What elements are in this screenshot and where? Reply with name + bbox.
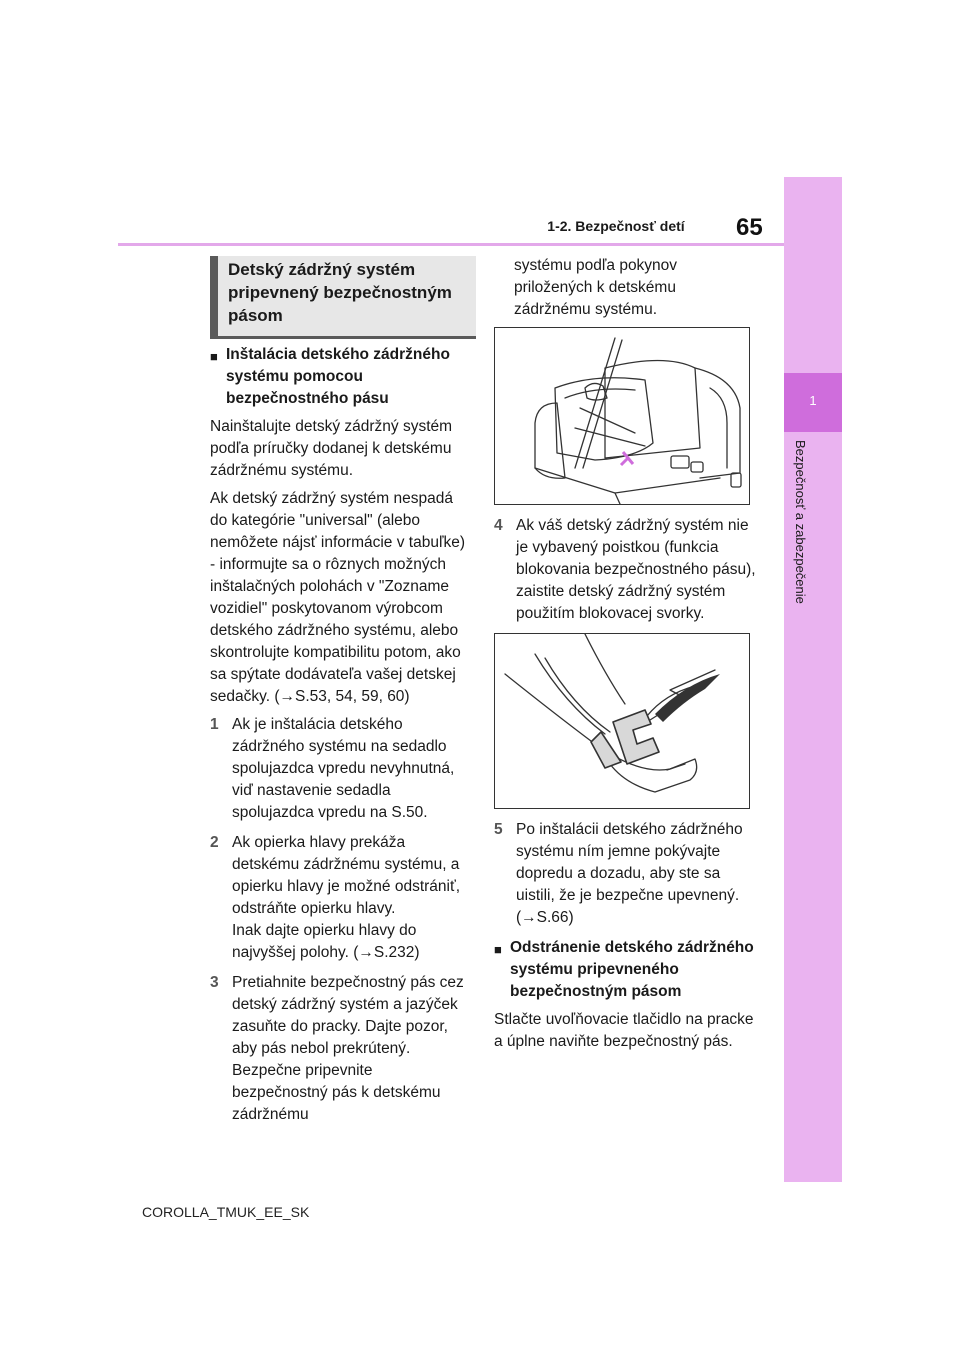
step-text-part: Ak opierka hlavy prekáža detskému zádržnému systému, a opierku hlavy je možné odstrániť, odstráňte opierku hlavy. — [232, 834, 461, 917]
step-text: Ak váš detský zádržný systém nie je vybavený poistkou (funkcia blokovania bezpečnostného pásu), zaistite detský zádržný systém použitím blokovacej svorky. — [516, 517, 756, 622]
step-number: 4 — [494, 517, 503, 534]
child-seat-drawing — [495, 328, 749, 504]
child-seat-illustration — [494, 327, 750, 505]
paragraph-continued: systému podľa pokynov priložených k detskému zádržnému systému. — [514, 257, 678, 318]
step-1 — [210, 714, 468, 824]
chapter-number: 1 — [809, 393, 817, 408]
step-text: Ak je inštalácia detského zádržného systému na sedadlo spolujazdca vpredu nevyhnutná, viď nastavenie sedadla spolujazdca vpredu na S.50. — [232, 716, 455, 821]
chapter-side-tab — [784, 177, 842, 1182]
right-column — [494, 255, 756, 1059]
step-number: 5 — [494, 821, 503, 838]
paragraph: Stlačte uvoľňovacie tlačidlo na pracke a úplne naviňte bezpečnostný pás. — [494, 1011, 754, 1050]
step-3 — [210, 972, 468, 1126]
step-number: 2 — [210, 834, 219, 851]
page-number: 65 — [736, 214, 763, 241]
section-title: 1-2. Bezpečnosť detí — [547, 218, 685, 234]
locking-clip-illustration — [494, 633, 750, 809]
chapter-label: Bezpečnosť a zabezpečenie — [793, 440, 808, 604]
step-text-part: Inak dajte opierku hlavy do najvyššej polohy. (→S.232) — [232, 922, 420, 961]
square-bullet-icon: ■ — [494, 942, 502, 957]
left-column — [210, 344, 468, 1134]
step-text: Po inštalácii detského zádržného systému ním jemne pokývajte dopredu a dozadu, aby ste sa uistili, že je bezpečne upevnený. (→S.66) — [516, 821, 743, 926]
square-bullet-icon: ■ — [210, 349, 218, 364]
footer-doc-code: COROLLA_TMUK_EE_SK — [142, 1204, 310, 1220]
locking-clip-drawing — [495, 634, 749, 808]
step-5 — [494, 819, 756, 929]
subheading-removal — [494, 937, 756, 1003]
step-number: 3 — [210, 974, 219, 991]
header-divider — [118, 243, 784, 246]
subheading-text: Inštalácia detského zádržného systému pomocou bezpečnostného pásu — [226, 346, 450, 407]
step-2 — [210, 832, 468, 964]
step-number: 1 — [210, 716, 219, 733]
subheading-text: Odstránenie detského zádržného systému pripevneného bezpečnostným pásom — [510, 939, 754, 1000]
step-text: Pretiahnite bezpečnostný pás cez detský zádržný systém a jazýček zasuňte do pracky. Dajte pozor, aby pás nebol prekrútený. Bezpečne pripevnite bezpečnostný pás k detskému zádržnému — [232, 974, 464, 1123]
step-4 — [494, 515, 756, 625]
box-heading: Detský zádržný systém pripevnený bezpečnostným pásom — [210, 256, 476, 339]
paragraph: Nainštalujte detský zádržný systém podľa príručky dodanej k detskému zádržnému systému. — [210, 418, 453, 479]
subheading-install — [210, 344, 468, 410]
step-text — [232, 832, 468, 964]
paragraph: Ak detský zádržný systém nespadá do kategórie "universal" (alebo nemôžete nájsť informácie v tabuľke) - informujte sa o rôznych možných inštalačných polohách v "Zozname vozidiel" poskytovanom výrobcom detského zádržného systému, alebo skontrolujte kompatibilitu potom, ako sa spýtate dodávateľa vašej detskej sedačky. (→S.53, 54, 59, 60) — [210, 490, 466, 705]
